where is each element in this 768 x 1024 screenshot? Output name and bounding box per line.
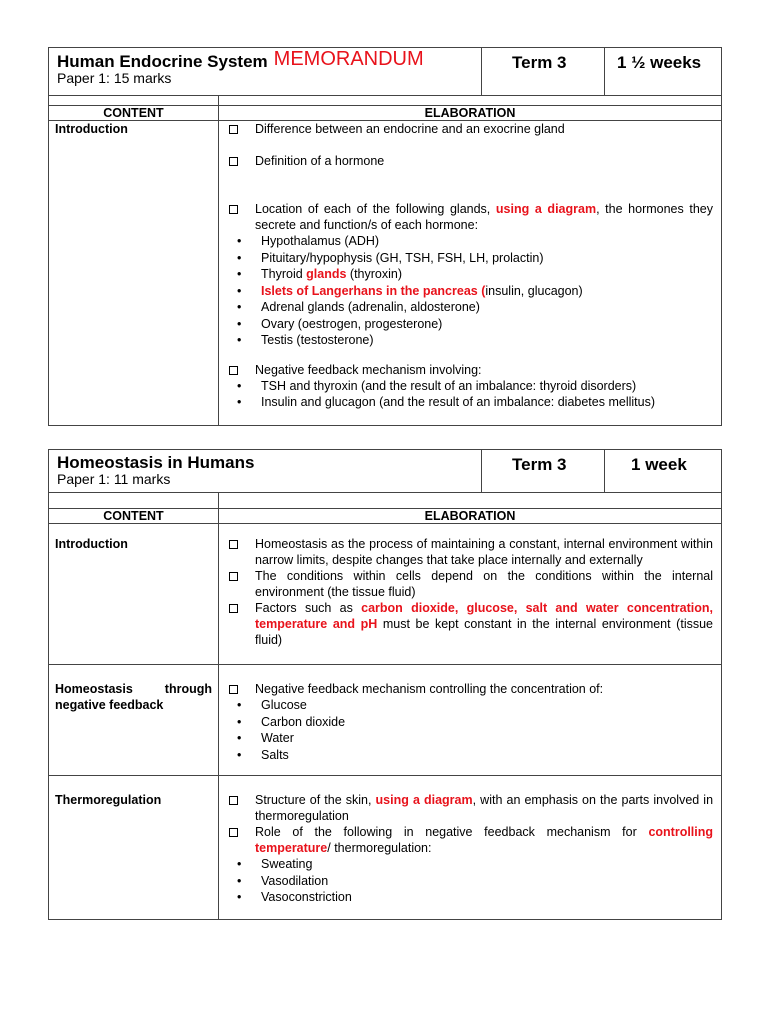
list-item bbox=[227, 362, 713, 378]
list-item bbox=[227, 824, 713, 856]
list-item bbox=[227, 536, 713, 568]
highlight-text: carbon dioxide, glucose, salt and water concentration, temperature and pH bbox=[255, 601, 714, 631]
memorandum-label: MEMORANDUM bbox=[273, 48, 424, 70]
content-column-header: CONTENT bbox=[49, 509, 219, 524]
elaboration-column-header: ELABORATION bbox=[219, 509, 722, 524]
topic-negative-feedback bbox=[49, 665, 219, 776]
list-item: • Adrenal glands (adrenalin, aldosterone) bbox=[227, 299, 713, 316]
list-item bbox=[227, 121, 713, 137]
text-fragment: Structure of the skin, bbox=[255, 793, 376, 807]
list-item bbox=[227, 266, 713, 283]
item-text bbox=[255, 201, 713, 233]
text-fragment: Factors such as bbox=[255, 601, 362, 615]
topic-word: negative feedback bbox=[55, 698, 164, 712]
text-fragment: Thyroid bbox=[261, 267, 307, 281]
endocrine-term: Term 3 bbox=[482, 48, 605, 96]
spacer-cell bbox=[49, 96, 219, 106]
homeostasis-duration: 1 week bbox=[605, 450, 722, 493]
highlight-text: using a diagram bbox=[495, 202, 597, 216]
text-fragment: must be kept constant in the internal environment (tissue fluid) bbox=[255, 617, 713, 647]
highlight-text: glands bbox=[306, 267, 347, 281]
endocrine-table bbox=[48, 47, 722, 426]
square-bullet-icon bbox=[229, 685, 238, 694]
negative-feedback-elaboration bbox=[219, 665, 722, 776]
thermoregulation-list bbox=[227, 856, 713, 906]
list-item: • Carbon dioxide bbox=[227, 714, 713, 731]
square-bullet-icon bbox=[229, 828, 238, 837]
endocrine-header-cell bbox=[49, 48, 482, 96]
list-item bbox=[227, 681, 713, 697]
topic-label-line bbox=[55, 681, 212, 697]
text-fragment: (thyroxin) bbox=[346, 267, 403, 281]
list-item bbox=[227, 201, 713, 233]
topic-thermoregulation bbox=[49, 776, 219, 920]
spacer-cell bbox=[219, 96, 722, 106]
topic-word: Homeostasis bbox=[55, 682, 133, 696]
endocrine-title-line bbox=[49, 48, 481, 70]
homeostasis-table bbox=[48, 449, 722, 920]
square-bullet-icon bbox=[229, 157, 238, 166]
spacer-cell bbox=[219, 493, 722, 509]
endocrine-paper-marks: Paper 1: 15 marks bbox=[57, 70, 172, 86]
list-item bbox=[227, 153, 713, 169]
item-text bbox=[255, 600, 713, 648]
homeostasis-term: Term 3 bbox=[482, 450, 605, 493]
square-bullet-icon bbox=[229, 796, 238, 805]
item-text: Negative feedback mechanism involving: bbox=[255, 362, 482, 377]
topic-introduction bbox=[49, 121, 219, 426]
square-bullet-icon bbox=[229, 540, 238, 549]
list-item: • Testis (testosterone) bbox=[227, 332, 713, 349]
item-text: Homeostasis as the process of maintaining a constant, internal environment within narrow limits, despite changes that take place internally and externally bbox=[255, 537, 714, 567]
highlight-text: controlling temperature bbox=[255, 825, 714, 855]
text-fragment: insulin, glucagon) bbox=[485, 283, 583, 298]
list-item bbox=[227, 792, 713, 824]
list-item: • TSH and thyroxin (and the result of an imbalance: thyroid disorders) bbox=[227, 378, 713, 395]
endocrine-title: Human Endocrine System bbox=[57, 52, 268, 71]
endocrine-elaboration bbox=[219, 121, 722, 426]
thermoregulation-elaboration bbox=[219, 776, 722, 920]
list-item: • Hypothalamus (ADH) bbox=[227, 233, 713, 250]
feedback-list bbox=[227, 378, 713, 411]
content-column-header: CONTENT bbox=[49, 106, 219, 121]
list-item: • Salts bbox=[227, 747, 713, 764]
list-item: • Vasodilation bbox=[227, 873, 713, 890]
item-text bbox=[255, 824, 713, 856]
text-fragment: , with an emphasis on the parts involved in thermoregulation bbox=[255, 793, 714, 823]
item-text: Negative feedback mechanism controlling the concentration of: bbox=[255, 682, 604, 696]
square-bullet-icon bbox=[229, 205, 238, 214]
highlight-text: Islets of Langerhans in the pancreas ( bbox=[261, 283, 486, 298]
homeostasis-header-cell bbox=[49, 450, 482, 493]
square-bullet-icon bbox=[229, 604, 238, 613]
text-fragment: Location of each of the following glands, bbox=[255, 202, 496, 216]
text-fragment: , the hormones they secrete and function/s of each hormone: bbox=[255, 202, 714, 232]
square-bullet-icon bbox=[229, 572, 238, 581]
list-item bbox=[227, 600, 713, 648]
elaboration-column-header: ELABORATION bbox=[219, 106, 722, 121]
text-fragment: Role of the following in negative feedback mechanism for bbox=[255, 825, 649, 839]
spacer-cell bbox=[49, 493, 219, 509]
gland-list bbox=[227, 233, 713, 349]
list-item: • Sweating bbox=[227, 856, 713, 873]
homeostasis-paper-marks: Paper 1: 11 marks bbox=[57, 471, 171, 487]
homeostasis-title: Homeostasis in Humans bbox=[57, 453, 255, 472]
item-text: The conditions within cells depend on the conditions within the internal environment (the tissue fluid) bbox=[255, 569, 714, 599]
item-text: Definition of a hormone bbox=[255, 154, 385, 168]
square-bullet-icon bbox=[229, 366, 238, 375]
list-item: • Glucose bbox=[227, 697, 713, 714]
topic-label: Introduction bbox=[55, 537, 128, 551]
list-item bbox=[227, 568, 713, 600]
topic-label: Introduction bbox=[55, 122, 128, 136]
list-item: • Water bbox=[227, 730, 713, 747]
list-item: • Insulin and glucagon (and the result of an imbalance: diabetes mellitus) bbox=[227, 394, 713, 411]
square-bullet-icon bbox=[229, 125, 238, 134]
topic-word: through bbox=[164, 682, 212, 696]
list-item: • Vasoconstriction bbox=[227, 889, 713, 906]
topic-label: Thermoregulation bbox=[55, 793, 162, 807]
highlight-text: using a diagram bbox=[375, 793, 473, 807]
list-item: • Ovary (oestrogen, progesterone) bbox=[227, 316, 713, 333]
item-text bbox=[255, 792, 713, 824]
concentration-list bbox=[227, 697, 713, 763]
intro-elaboration bbox=[219, 524, 722, 665]
item-text: Difference between an endocrine and an exocrine gland bbox=[255, 122, 565, 136]
list-item: • Pituitary/hypophysis (GH, TSH, FSH, LH, prolactin) bbox=[227, 250, 713, 267]
list-item bbox=[227, 283, 713, 300]
topic-introduction bbox=[49, 524, 219, 665]
endocrine-duration: 1 ½ weeks bbox=[605, 48, 722, 96]
text-fragment: / thermoregulation: bbox=[327, 841, 432, 855]
